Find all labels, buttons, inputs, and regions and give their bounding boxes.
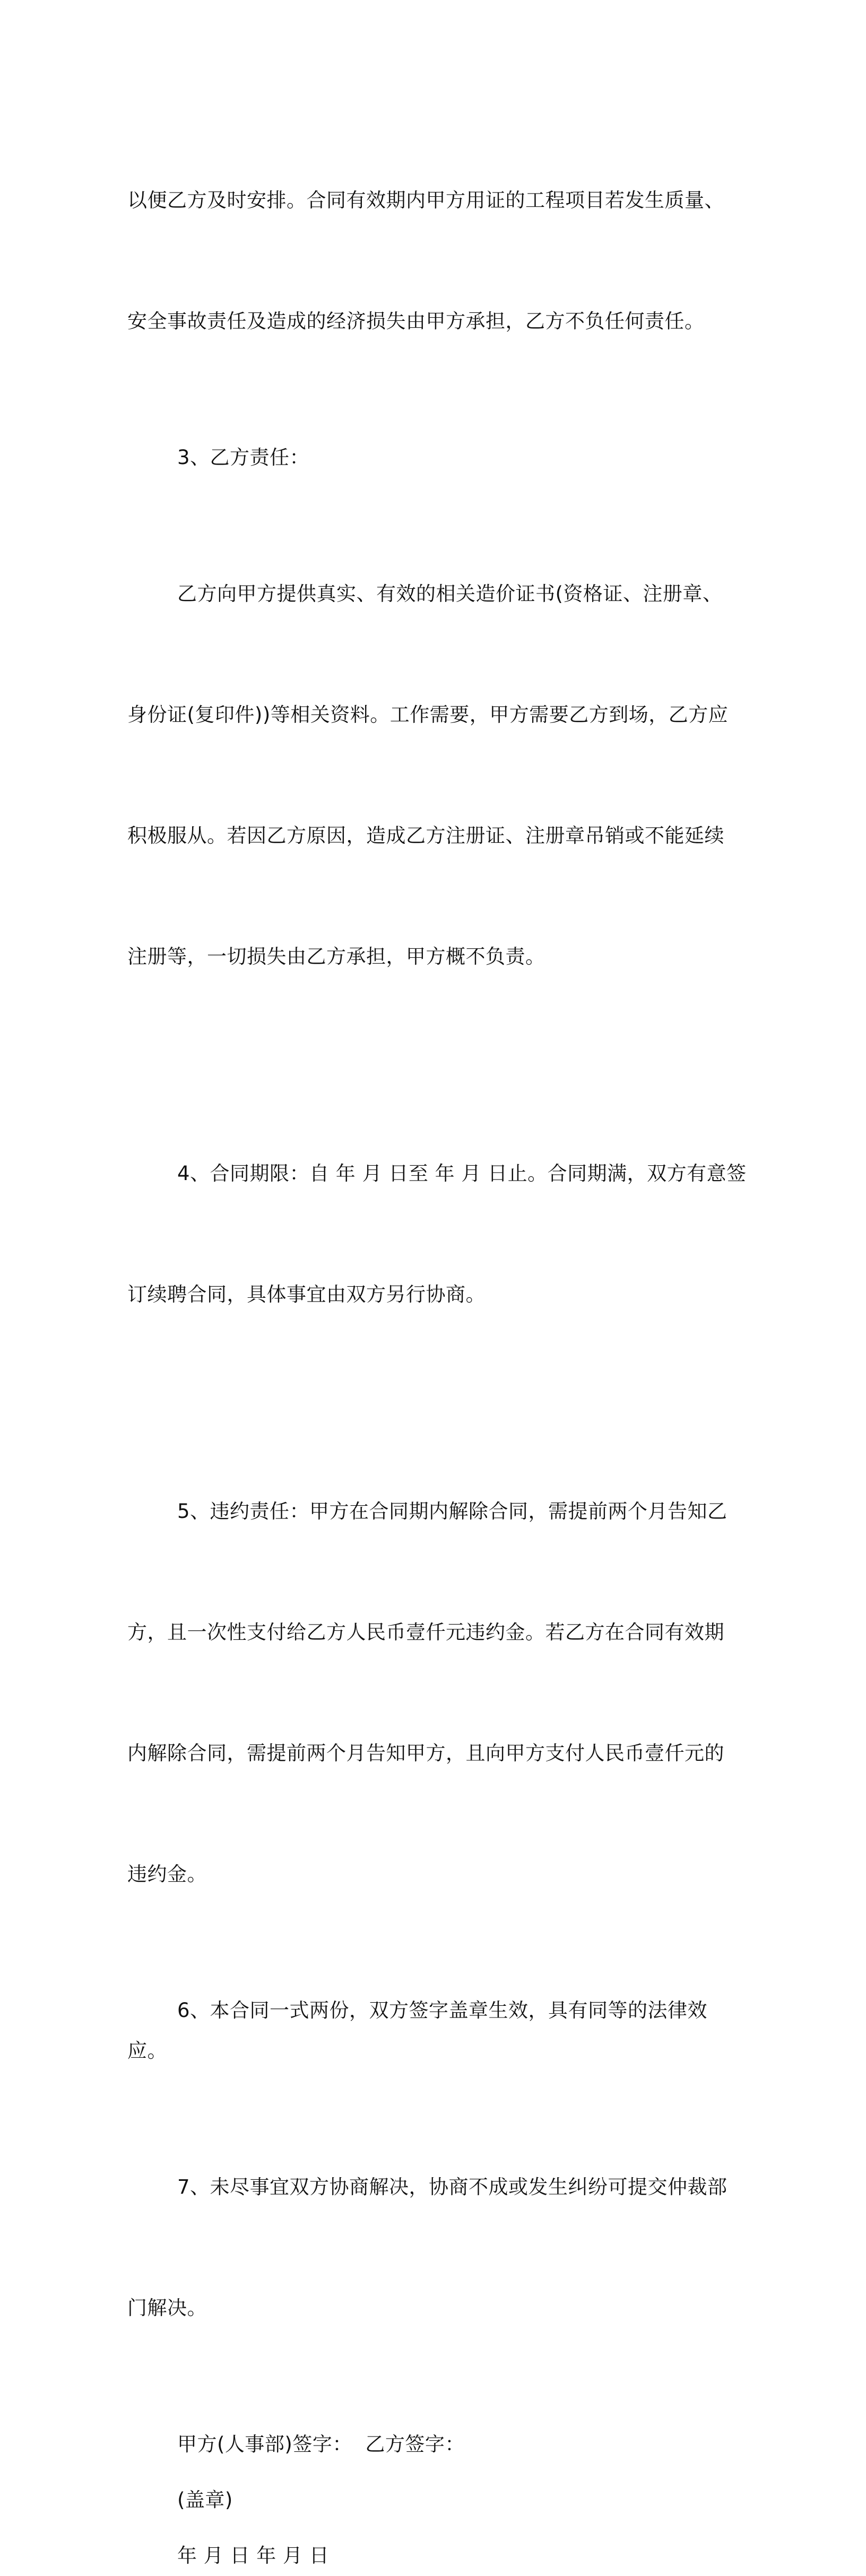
continued-paragraph — [127, 100, 738, 422]
section-4-paragraph — [127, 1073, 747, 1395]
section-3-paragraph — [127, 493, 738, 1058]
text-line: 身份证(复印件))等相关资料。工作需要，甲方需要乙方到场，乙方应 — [127, 703, 729, 726]
text-line: 门解决。 — [127, 2296, 207, 2319]
signature-line: 甲方(人事部)签字： 乙方签字： — [177, 2433, 465, 2456]
text-line: 乙方向甲方提供真实、有效的相关造价证书(资格证、注册章、 — [177, 582, 723, 605]
text-line: 内解除合同，需提前两个月告知甲方，且向甲方支付人民币壹仟元的 — [127, 1742, 724, 1765]
text-line: 安全事故责任及造成的经济损失由甲方承担，乙方不负任何责任。 — [127, 310, 705, 333]
text-line: 订续聘合同，具体事宜由双方另行协商。 — [127, 1283, 486, 1306]
text-line: 积极服从。若因乙方原因，造成乙方注册证、注册章吊销或不能延续 — [127, 824, 724, 847]
text-line: 方，且一次性支付给乙方人民币壹仟元违约金。若乙方在合同有效期 — [127, 1621, 724, 1644]
text-line: 4、合同期限：自 年 月 日至 年 月 日止。合同期满，双方有意签 — [177, 1162, 747, 1185]
section-5-paragraph — [127, 1411, 738, 1975]
text-line: 注册等，一切损失由乙方承担，甲方概不负责。 — [127, 945, 545, 968]
section-3-heading: 3、乙方责任： — [177, 446, 310, 469]
contract-body — [127, 100, 747, 2576]
section-7-paragraph — [127, 2086, 738, 2409]
date-line: 年 月 日 年 月 日 — [177, 2544, 330, 2567]
text-line: 违约金。 — [127, 1863, 207, 1885]
section-6-paragraph: 6、本合同一式两份，双方签字盖章生效，具有同等的法律效应。 — [127, 1999, 708, 2062]
text-line: 7、未尽事宜双方协商解决，协商不成或发生纠纷可提交仲裁部 — [177, 2176, 728, 2198]
seal-line: (盖章) — [177, 2488, 233, 2511]
text-line: 5、违约责任：甲方在合同期内解除合同，需提前两个月告知乙 — [177, 1500, 728, 1523]
text-line: 以便乙方及时安排。合同有效期内甲方用证的工程项目若发生质量、 — [127, 189, 724, 212]
